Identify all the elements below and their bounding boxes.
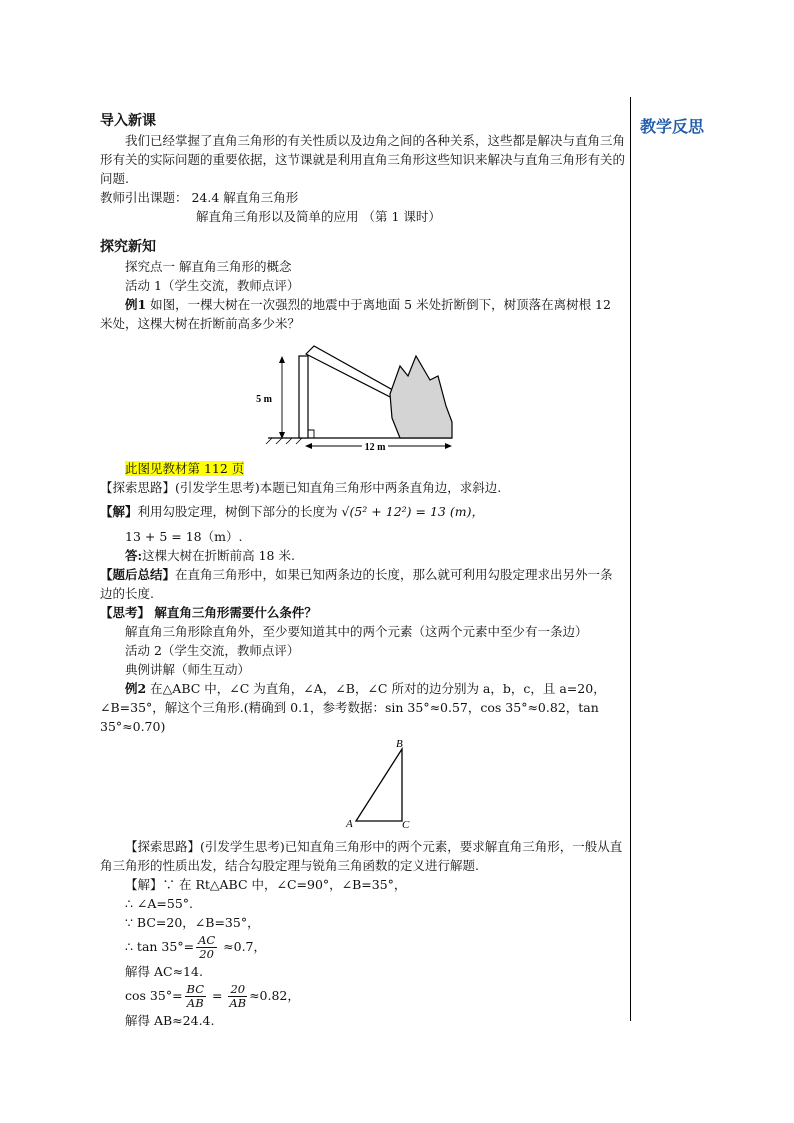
solution-2-line-7: 解得 AB≈24.4. <box>125 1013 215 1028</box>
summary: 【题后总结】在直角三角形中，如果已知两条边的长度，那么就可利用勾股定理求出另外一条边的长度. <box>100 567 613 601</box>
figure-note: 此图见教材第 112 页 <box>125 461 245 476</box>
answer-1: 答:这棵大树在折断前高 18 米. <box>125 548 295 563</box>
solution-2-line-2: ∴ ∠A=55°. <box>125 896 194 911</box>
vertex-b-label: B <box>396 739 403 750</box>
solution-2-line-6: cos 35°= $\frac{BC}{AB}$ = $\frac{20}{AB}$ ≈0.82， <box>125 982 300 1010</box>
reflection-title: 教学反思 <box>640 117 705 136</box>
right-angle-mark <box>308 430 314 438</box>
solution-2-line-5: 解得 AC≈14. <box>125 964 203 979</box>
idea-1: 【探索思路】(引发学生思考)本题已知直角三角形中两条直角边，求斜边. <box>100 480 502 495</box>
activity-1: 活动 1（学生交流，教师点评） <box>125 278 300 293</box>
tree-crown <box>390 356 452 438</box>
think: 【思考】 解直角三角形需要什么条件？ <box>100 605 317 620</box>
distance-label: 12 m <box>364 442 386 451</box>
example-1 <box>100 295 625 333</box>
triangle-figure <box>100 739 625 831</box>
idea-2: 【探索思路】(引发学生思考)已知直角三角形中的两个元素，要求解直角三角形，一般从直角三角形的性质出发，结合勾股定理与锐角三角函数的定义进行解题. <box>100 839 623 873</box>
tree-figure <box>100 336 625 451</box>
vertex-c-label: C <box>402 819 410 831</box>
solution-1: 【解】利用勾股定理，树倒下部分的长度为 √(5² + 12²) = 13 (m)， <box>100 504 484 519</box>
fraction-bc-ab: $\frac{BC}{AB}$ <box>186 982 205 1010</box>
height-label: 5 m <box>256 394 272 405</box>
intro-paragraph: 我们已经掌握了直角三角形的有关性质以及边角之间的各种关系，这些都是解决与直角三角形有关的实际问题的重要依据，这节课就是利用直角三角形这些知识来解决与直角三角形有关的问题. <box>100 133 626 186</box>
triangle-abc <box>356 749 402 821</box>
example-1-text: 如图，一棵大树在一次强烈的地震中于离地面 5 米处折断倒下，树顶落在离树根 12 米处，这棵大树在折断前高多少米？ <box>100 297 611 331</box>
example-1-label: 例1 <box>125 297 147 312</box>
vertex-a-label: A <box>346 818 353 830</box>
solution-2-line-4: ∴ tan 35°= $\frac{AC}{20}$ ≈0.7， <box>125 933 266 961</box>
typical-example: 典例讲解（师生互动） <box>125 662 251 677</box>
activity-2: 活动 2（学生交流，教师点评） <box>125 643 300 658</box>
topic-subtitle: 解直角三角形以及简单的应用 （第 1 课时） <box>196 209 441 224</box>
example-2: 例2 在△ABC 中，∠C 为直角，∠A，∠B，∠C 所对的边分别为 a，b，c，且 a=20，∠B=35°，解这个三角形.(精确到 0.1，参考数据：sin 35°≈0.57，cos 35°≈0.82，tan 35°≈0.70) <box>100 681 606 734</box>
section-title-explore: 探究新知 <box>100 239 156 255</box>
tree-trunk <box>299 356 308 438</box>
sqrt-formula: √(5² + 12²) = 13 (m)， <box>341 504 484 519</box>
ground-hatching <box>266 438 302 444</box>
explore-point-1: 探究点一 解直角三角形的概念 <box>125 259 292 274</box>
solution-1-line-2: 13 + 5 = 18（m）. <box>125 529 243 544</box>
fraction-20-ab: $\frac{20}{AB}$ <box>229 982 247 1010</box>
section-title-intro: 导入新课 <box>100 113 156 129</box>
fallen-trunk <box>306 346 400 400</box>
main-content <box>100 110 625 1030</box>
solution-2-line-1: 【解】∵ 在 Rt△ABC 中，∠C=90°，∠B=35°， <box>125 877 407 892</box>
solution-2-line-3: ∵ BC=20，∠B=35°， <box>125 915 260 930</box>
fraction-ac-20: $\frac{AC}{20}$ <box>198 933 216 961</box>
topic-line: 教师引出课题： 24.4 解直角三角形 <box>100 190 299 205</box>
think-answer: 解直角三角形除直角外，至少要知道其中的两个元素（这两个元素中至少有一条边） <box>125 624 588 639</box>
column-divider <box>630 97 631 1021</box>
